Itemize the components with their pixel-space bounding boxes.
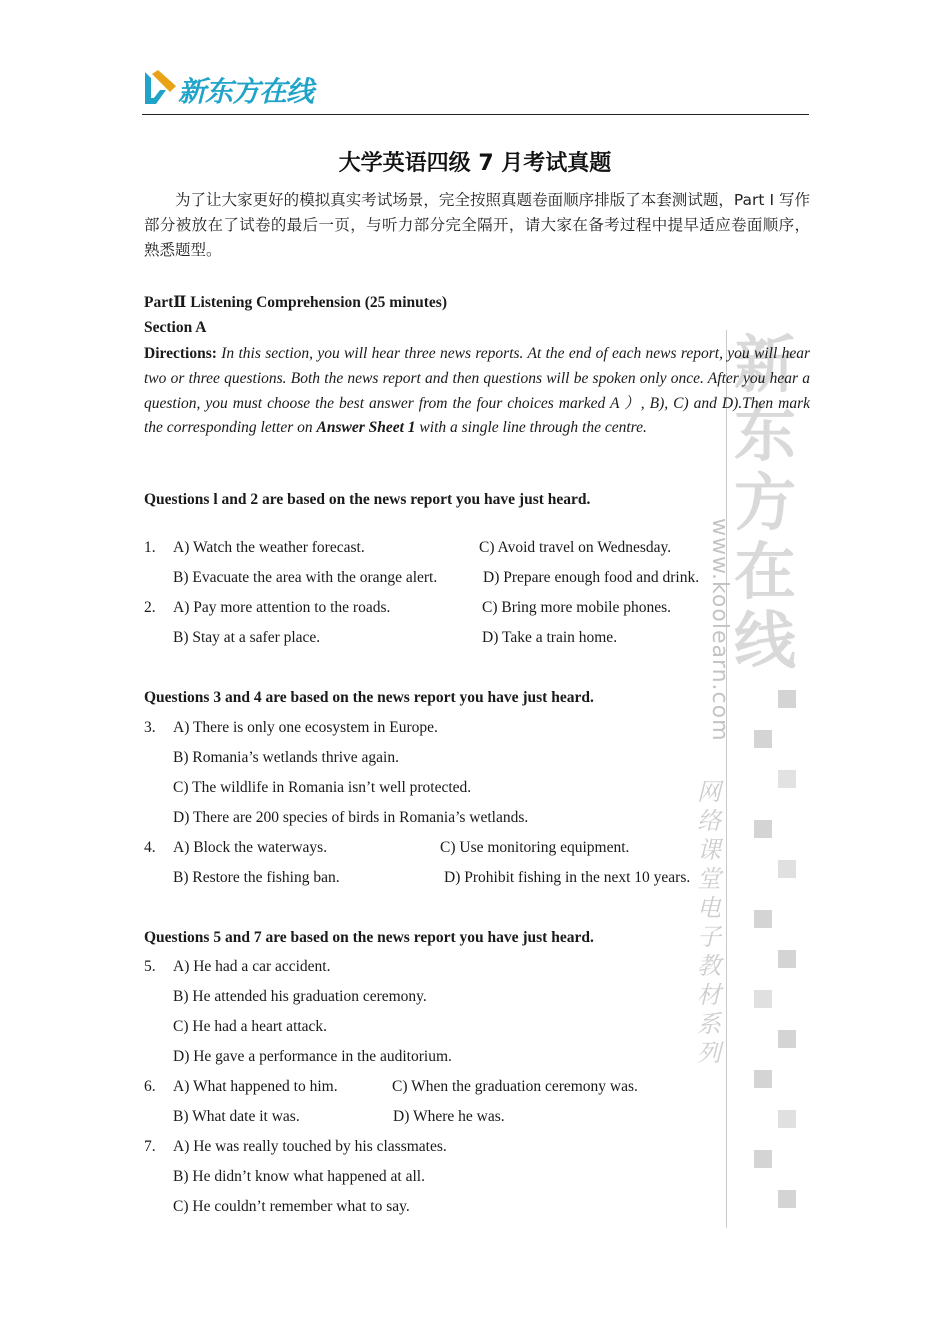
watermark-column: [697, 328, 816, 1230]
logo-mark-icon: [142, 68, 178, 108]
watermark-series-char: 网: [697, 778, 721, 806]
watermark-square: [778, 1030, 796, 1048]
watermark-square: [754, 910, 772, 928]
answer-option: A) What happened to him.: [173, 1078, 338, 1095]
answer-option: A) Watch the weather forecast.: [173, 539, 365, 556]
watermark-char: 线: [733, 604, 796, 677]
watermark-char: 新: [733, 328, 796, 401]
question-number: 5.: [144, 958, 156, 975]
directions-paragraph: [144, 342, 810, 441]
answer-option: C) He couldn’t remember what to say.: [173, 1198, 410, 1215]
watermark-square: [754, 820, 772, 838]
answer-option: C) Bring more mobile phones.: [482, 599, 671, 616]
answer-option: A) Block the waterways.: [173, 839, 328, 856]
answer-option: D) He gave a performance in the auditorium.: [173, 1048, 452, 1065]
question-number: 7.: [144, 1138, 156, 1155]
answer-option: A) There is only one ecosystem in Europe.: [173, 719, 438, 736]
watermark-square: [778, 950, 796, 968]
answer-option: C) He had a heart attack.: [173, 1018, 328, 1035]
answer-option: A) Pay more attention to the roads.: [173, 599, 391, 616]
watermark-square: [754, 1070, 772, 1088]
watermark-char: 方: [733, 466, 796, 539]
watermark-series-char: 课: [697, 836, 721, 864]
answer-option: D) Take a train home.: [482, 629, 618, 646]
answer-option: D) Prohibit fishing in the next 10 years.: [444, 869, 691, 886]
answer-option: C) Avoid travel on Wednesday.: [479, 539, 672, 556]
watermark-series-char: 教: [697, 952, 721, 980]
intro-paragraph: 为了让大家更好的模拟真实考试场景，完全按照真题卷面顺序排版了本套测试题，Part I 写作部分被放在了试卷的最后一页，与听力部分完全隔开，请大家在备考过程中提早适应卷面顺序，熟悉题型。: [144, 191, 810, 259]
watermark-square: [754, 1150, 772, 1168]
answer-option: D) There are 200 species of birds in Romania’s wetlands.: [173, 809, 529, 826]
answer-option: C) The wildlife in Romania isn’t well protected.: [173, 779, 472, 796]
header-divider: [142, 114, 809, 115]
watermark-series: [692, 778, 726, 1068]
watermark-series-char: 电: [697, 894, 721, 922]
watermark-char: 东: [733, 397, 796, 470]
watermark-series-char: 络: [697, 807, 721, 835]
part-heading: PartⅡ Listening Comprehension (25 minutes): [144, 294, 447, 311]
answer-option: B) Restore the fishing ban.: [173, 869, 340, 886]
koolearn-logo: [142, 66, 342, 116]
answer-option: C) When the graduation ceremony was.: [392, 1078, 638, 1095]
watermark-series-char: 系: [697, 1010, 721, 1038]
directions-text-end: with a single line through the centre.: [415, 419, 647, 437]
logo-text: 新东方在线: [178, 75, 314, 108]
answer-option: B) He attended his graduation ceremony.: [173, 988, 427, 1005]
watermark-char: 在: [733, 535, 796, 608]
answer-option: A) He was really touched by his classmates.: [173, 1138, 447, 1155]
watermark-square: [778, 690, 796, 708]
answer-option: C) Use monitoring equipment.: [440, 839, 630, 856]
directions-label: Directions:: [144, 345, 217, 362]
watermark-square: [778, 1190, 796, 1208]
watermark-series-char: 堂: [697, 865, 721, 893]
document-title: 大学英语四级 7 月考试真题: [338, 151, 612, 176]
watermark-series-char: 材: [697, 981, 721, 1009]
answer-option: B) Romania’s wetlands thrive again.: [173, 749, 399, 766]
question-group-heading: Questions l and 2 are based on the news report you have just heard.: [144, 491, 591, 508]
watermark-series-char: 子: [697, 923, 721, 951]
question-number: 6.: [144, 1078, 156, 1095]
watermark-square: [754, 730, 772, 748]
watermark-series-char: 列: [697, 1039, 721, 1067]
answer-option: A) He had a car accident.: [173, 958, 331, 975]
section-heading: Section A: [144, 319, 207, 336]
watermark-square: [778, 1110, 796, 1128]
question-number: 2.: [144, 599, 156, 616]
answer-option: B) He didn’t know what happened at all.: [173, 1168, 425, 1185]
answer-option: B) What date it was.: [173, 1108, 300, 1125]
answer-option: B) Stay at a safer place.: [173, 629, 321, 646]
watermark-rule: [726, 330, 727, 1228]
answer-option: D) Where he was.: [393, 1108, 505, 1125]
watermark-square: [778, 770, 796, 788]
question-group-heading: Questions 5 and 7 are based on the news report you have just heard.: [144, 929, 594, 946]
answer-option: B) Evacuate the area with the orange alert.: [173, 569, 438, 586]
watermark-square: [778, 860, 796, 878]
watermark-square: [754, 990, 772, 1008]
question-group-heading: Questions 3 and 4 are based on the news report you have just heard.: [144, 689, 594, 706]
watermark-url: www.koolearn.com: [707, 518, 732, 742]
directions-text: In this section, you will hear three news reports. At the end of each news report, you will hear two or three questions. Both the news report and then questions will be spoken only once. After you hear a question, you must choose the best answer from the four choices marked A ）, B), C) and D).Then mark the corresponding letter on: [144, 345, 810, 437]
question-number: 1.: [144, 539, 156, 556]
answer-option: D) Prepare enough food and drink.: [483, 569, 700, 586]
question-number: 3.: [144, 719, 156, 736]
question-number: 4.: [144, 839, 156, 856]
answer-sheet-emphasis: Answer Sheet 1: [316, 419, 416, 437]
